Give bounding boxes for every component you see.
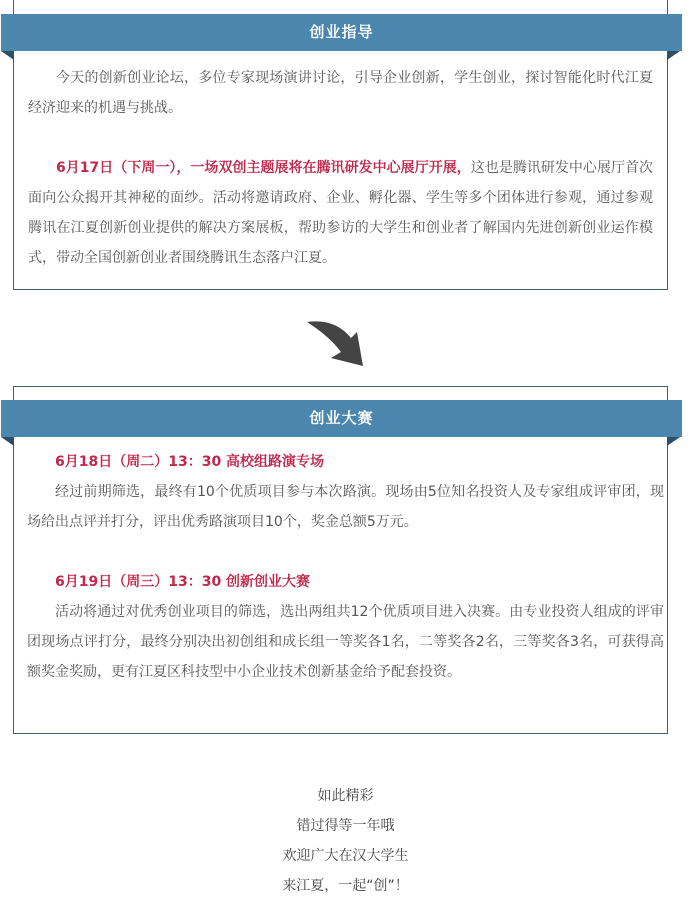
guidance-content bbox=[28, 63, 653, 273]
guidance-paragraph-2 bbox=[28, 153, 653, 273]
competition-title: 创业大赛 bbox=[1, 400, 682, 437]
guidance-paragraph-1: 今天的创新创业论坛，多位专家现场演讲讨论，引导企业创新，学生创业，探讨智能化时代江夏经济迎来的机遇与挑战。 bbox=[28, 70, 653, 116]
event1-text: 经过前期筛选，最终有10个优质项目参与本次路演。现场由5位知名投资人及专家组成评审团，现场给出点评并打分，评出优秀路演项目10个，奖金总额5万元。 bbox=[27, 484, 664, 530]
exhibition-description: 这也是腾讯研发中心展厅首次面向公众揭开其神秘的面纱。活动将邀请政府、企业、孵化器、学生等多个团体进行参观，通过参观腾讯在江夏创新创业提供的解决方案展板，帮助参访的大学生和创业者了解国内先进创新创业运作模式，带动全国创新创业者围绕腾讯生态落户江夏。 bbox=[28, 160, 653, 266]
curved-arrow-down-icon bbox=[305, 316, 375, 374]
event2-heading: 6月19日（周三）13：30 创新创业大赛 bbox=[55, 574, 311, 590]
event2-text: 活动将通过对优秀创业项目的筛选，选出两组共12个优质项目进入决赛。由专业投资人组成的评审团现场点评打分，最终分别决出初创组和成长组一等奖各1名，二等奖各2名，三等奖各3名，可获得高额奖金奖励，更有江夏区科技型中小企业技术创新基金给予配套投资。 bbox=[27, 604, 664, 680]
exhibition-highlight: 6月17日（下周一），一场双创主题展将在腾讯研发中心展厅开展， bbox=[56, 160, 471, 176]
competition-content bbox=[27, 447, 664, 687]
closing-lines bbox=[0, 781, 691, 901]
guidance-title: 创业指导 bbox=[1, 14, 682, 51]
guidance-card bbox=[13, 0, 668, 290]
ribbon-fold-right bbox=[667, 437, 680, 446]
ribbon-fold-right bbox=[667, 51, 680, 60]
ribbon-fold-left bbox=[1, 51, 14, 60]
closing-line: 欢迎广大在汉大学生 bbox=[282, 848, 409, 864]
ribbon-fold-left bbox=[1, 437, 14, 446]
event1-heading: 6月18日（周二）13：30 高校组路演专场 bbox=[55, 454, 325, 470]
closing-line: 来江夏，一起“创”！ bbox=[282, 878, 409, 894]
closing-line: 错过得等一年哦 bbox=[296, 818, 395, 834]
closing-line: 如此精彩 bbox=[317, 788, 374, 804]
